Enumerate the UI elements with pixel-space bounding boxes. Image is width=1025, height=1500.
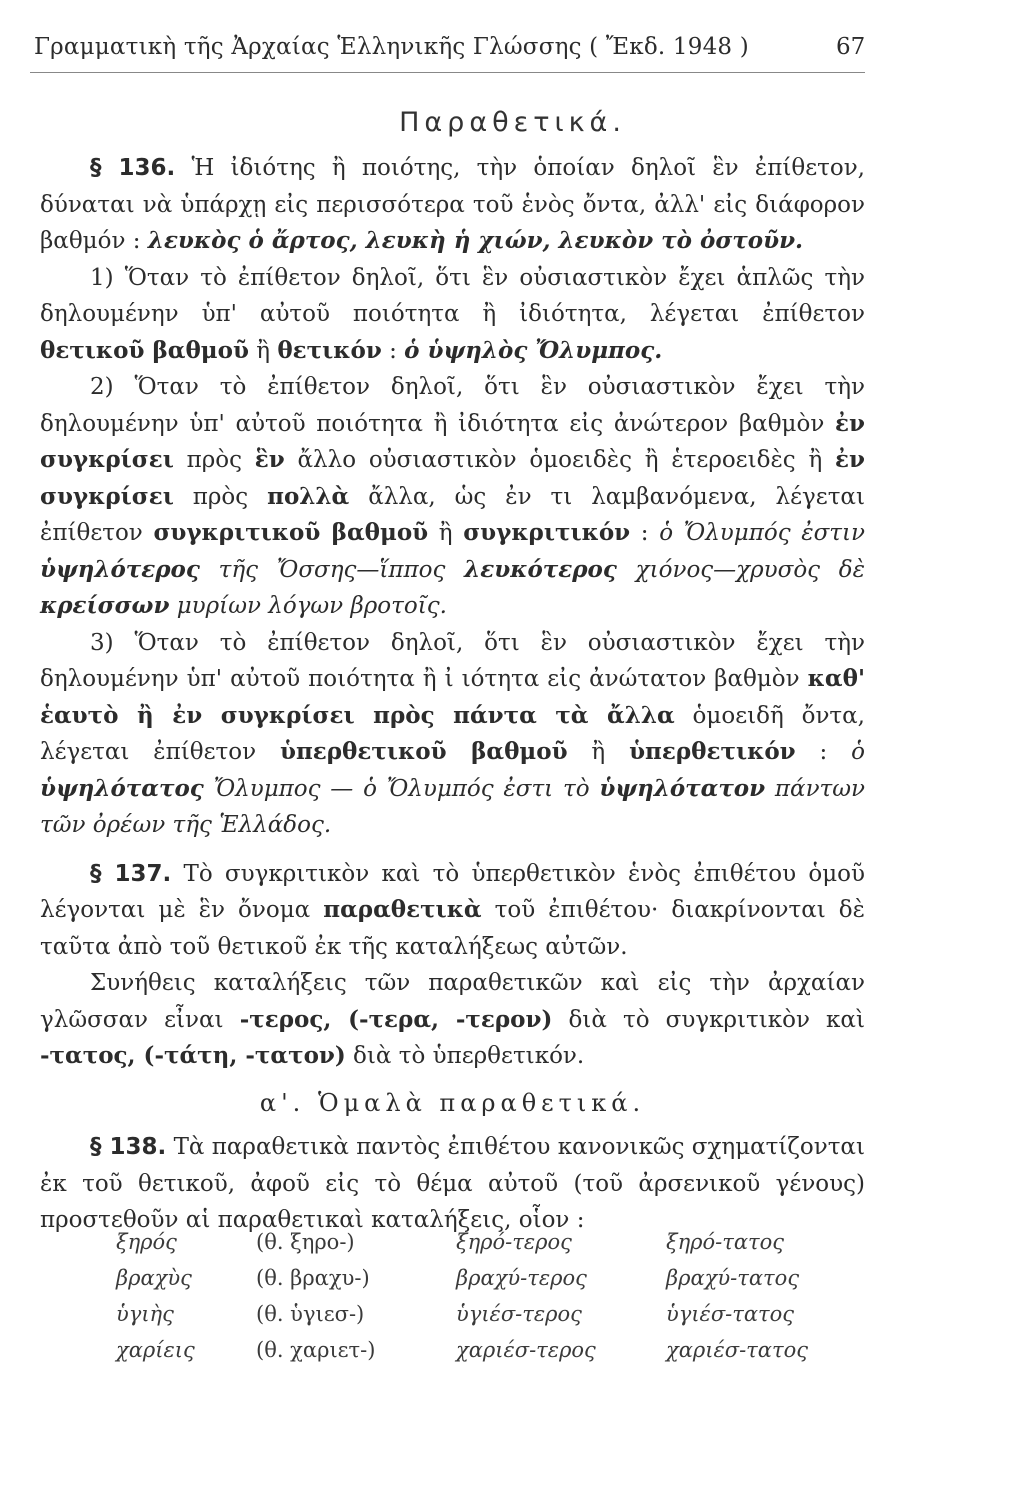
- text: ἄλλα, ὡς ἐν τι λαμβανόμενα, λέγεται ἐπίθετον: [40, 483, 865, 546]
- term: καθ' ἑαυτὸ ἢ ἐν συγκρίσει πρὸς πάντα τὰ ἄλλα: [40, 665, 865, 729]
- positive-form: ὑγιὴς: [116, 1302, 174, 1326]
- comparative-form: ὑγιέσ-τερος: [456, 1302, 582, 1326]
- paragraph-136: [40, 150, 865, 260]
- term: συγκριτικόν: [463, 519, 631, 546]
- text: ὁμοειδῆ ὄντα, λέγεται ἐπίθετον: [40, 702, 865, 765]
- example: κρείσσων: [40, 592, 170, 619]
- term: παραθετικὰ: [323, 896, 482, 923]
- comparative-form: χαριέσ-τερος: [456, 1338, 596, 1362]
- superlative-form: ξηρό-τατος: [666, 1230, 785, 1254]
- text: διὰ τὸ συγκριτικὸν καὶ: [552, 1006, 865, 1033]
- example: ὑψηλότερος: [40, 555, 200, 583]
- text: τοῦ ἐπιθέτου· διακρίνονται δὲ ταῦτα ἀπὸ τοῦ θετικοῦ ἐκ τῆς καταλήξεως αὐτῶν.: [40, 897, 865, 960]
- paragraph-137-endings: [40, 965, 865, 1075]
- item-comparative-degree: [40, 369, 865, 625]
- positive-form: χαρίεις: [116, 1338, 195, 1362]
- text: :: [795, 739, 852, 765]
- text: :: [630, 520, 660, 546]
- text: πρὸς: [173, 483, 268, 510]
- section-number: § 137.: [90, 860, 172, 887]
- term: συγκριτικοῦ βαθμοῦ: [153, 519, 429, 546]
- text: ἄλλο οὐσιαστικὸν ὁμοειδὲς ἢ ἑτεροειδὲς ἢ: [284, 447, 836, 473]
- page-number: 67: [836, 34, 866, 60]
- example: ὑψηλότατος: [40, 774, 204, 802]
- example: Ὄλυμπος — ὁ Ὄλυμπός ἐστι τὸ: [203, 775, 600, 802]
- forms-row: [116, 1230, 876, 1266]
- text: ἢ: [248, 337, 278, 364]
- term: θετικοῦ βαθμοῦ: [40, 336, 249, 364]
- forms-row: [116, 1266, 876, 1302]
- positive-form: βραχὺς: [116, 1266, 192, 1290]
- stem: (θ. χαριετ-): [256, 1338, 376, 1362]
- text: 1) Ὅταν τὸ ἐπίθετον δηλοῖ, ὅτι ἓν οὐσιαστικὸν ἔχει ἁπλῶς τὴν δηλουμένην ὑπ' αὐτοῦ ποιότητα ἢ ἰδιότητα, λέγεται ἐπίθετον: [40, 264, 865, 327]
- example: λευκότερος: [464, 555, 617, 583]
- stem: (θ. ὑγιεσ-): [256, 1302, 365, 1326]
- example: ὑψηλότατον: [599, 774, 766, 802]
- example: χιόνος—χρυσὸς δὲ: [616, 556, 865, 583]
- forms-table: [116, 1230, 876, 1374]
- superlative-form: ὑγιέσ-τατος: [666, 1302, 795, 1326]
- text: Ἡ ἰδιότης ἢ ποιότης, τὴν ὁποίαν δηλοῖ ἓν ἐπίθετον, δύναται νὰ ὑπάρχῃ εἰς περισσότερα τοῦ ἑνὸς ὄντα, ἀλλ' εἰς διάφορον βαθμόν :: [40, 155, 865, 254]
- text: διὰ τὸ ὑπερθετικόν.: [345, 1043, 585, 1069]
- term: ἐν συγκρίσει: [40, 446, 865, 510]
- example: λευκὸς ὁ ἄρτος, λευκὴ ἡ χιών, λευκὸν τὸ ὀστοῦν.: [147, 227, 804, 254]
- text: 2) Ὅταν τὸ ἐπίθετον δηλοῖ, ὅτι ἓν οὐσιαστικὸν ἔχει τὴν δηλουμένην ὑπ' αὐτοῦ ποιότητα ἢ ἰδιότητα εἰς ἀνώτερον βαθμὸν: [40, 374, 865, 437]
- superlative-form: βραχύ-τατος: [666, 1266, 800, 1290]
- forms-row: [116, 1302, 876, 1338]
- term: -τερος, (-τερα, -τερον): [239, 1005, 553, 1033]
- section-number: § 138.: [90, 1134, 167, 1160]
- header-rule: [30, 72, 865, 73]
- text: ἢ: [428, 520, 464, 546]
- stem: (θ. βραχυ-): [256, 1266, 370, 1290]
- body-text: [40, 150, 865, 1239]
- comparative-form: ξηρό-τερος: [456, 1230, 572, 1254]
- subheading: α'. Ὁμαλὰ παραθετικά.: [259, 1088, 646, 1117]
- text: Τὰ παραθετικὰ παντὸς ἐπιθέτου κανονικῶς σχηματίζονται ἐκ τοῦ θετικοῦ, ἀφοῦ εἰς τὸ θέμα αὐτοῦ (τοῦ ἀρσενικοῦ γένους) προστεθοῦν αἱ παραθετικαὶ καταλήξεις, οἷον :: [40, 1134, 865, 1233]
- example: μυρίων λόγων βροτοῖς.: [169, 593, 447, 619]
- example: πάντων τῶν ὀρέων τῆς Ἑλλάδος.: [40, 775, 866, 838]
- text: Τὸ συγκριτικὸν καὶ τὸ ὑπερθετικὸν ἑνὸς ἐπιθέτου ὁμοῦ λέγονται μὲ ἓν ὄνομα: [40, 860, 865, 923]
- example: ὁ: [851, 739, 866, 765]
- spacer: [40, 844, 865, 856]
- stem: (θ. ξηρο-): [256, 1230, 355, 1254]
- paragraph-137: [40, 856, 865, 966]
- section-number: § 136.: [90, 155, 176, 181]
- example: ὁ ὑψηλὸς Ὄλυμπος.: [404, 336, 663, 364]
- text: ἢ: [567, 739, 630, 765]
- term: ἓν: [254, 446, 285, 473]
- text: πρὸς: [173, 447, 255, 473]
- term: ὑπερθετικοῦ βαθμοῦ: [279, 738, 568, 765]
- item-positive-degree: [40, 260, 865, 370]
- term: ὑπερθετικόν: [629, 738, 796, 765]
- example: ὁ Ὄλυμπός ἐστιν: [659, 520, 865, 546]
- comparative-form: βραχύ-τερος: [456, 1266, 587, 1290]
- item-superlative-degree: [40, 625, 865, 844]
- positive-form: ξηρός: [116, 1230, 177, 1254]
- forms-row: [116, 1338, 876, 1374]
- text: 3) Ὅταν τὸ ἐπίθετον δηλοῖ, ὅτι ἓν οὐσιαστικὸν ἔχει τὴν δηλουμένην ὑπ' αὐτοῦ ποιότητα ἢ ἰ ιότητα εἰς ἀνώτατον βαθμὸν: [40, 629, 865, 692]
- term: θετικόν: [277, 336, 382, 364]
- superlative-form: χαριέσ-τατος: [666, 1338, 809, 1362]
- example: τῆς Ὄσσης—ἵππος: [199, 556, 465, 583]
- term: -τατος, (-τάτη, -τατον): [40, 1042, 346, 1069]
- text: Συνήθεις καταλήξεις τῶν παραθετικῶν καὶ εἰς τὴν ἀρχαίαν γλῶσσαν εἶναι: [40, 970, 865, 1033]
- term: ἐν συγκρίσει: [40, 409, 865, 473]
- term: πολλὰ: [267, 482, 350, 510]
- text: :: [381, 337, 405, 364]
- paragraph-138: [40, 1129, 865, 1239]
- running-header: Γραμματικὴ τῆς Ἀρχαίας Ἑλληνικῆς Γλώσσης ( Ἔκδ. 1948 ): [34, 34, 749, 60]
- section-title: Παραθετικά.: [399, 107, 626, 138]
